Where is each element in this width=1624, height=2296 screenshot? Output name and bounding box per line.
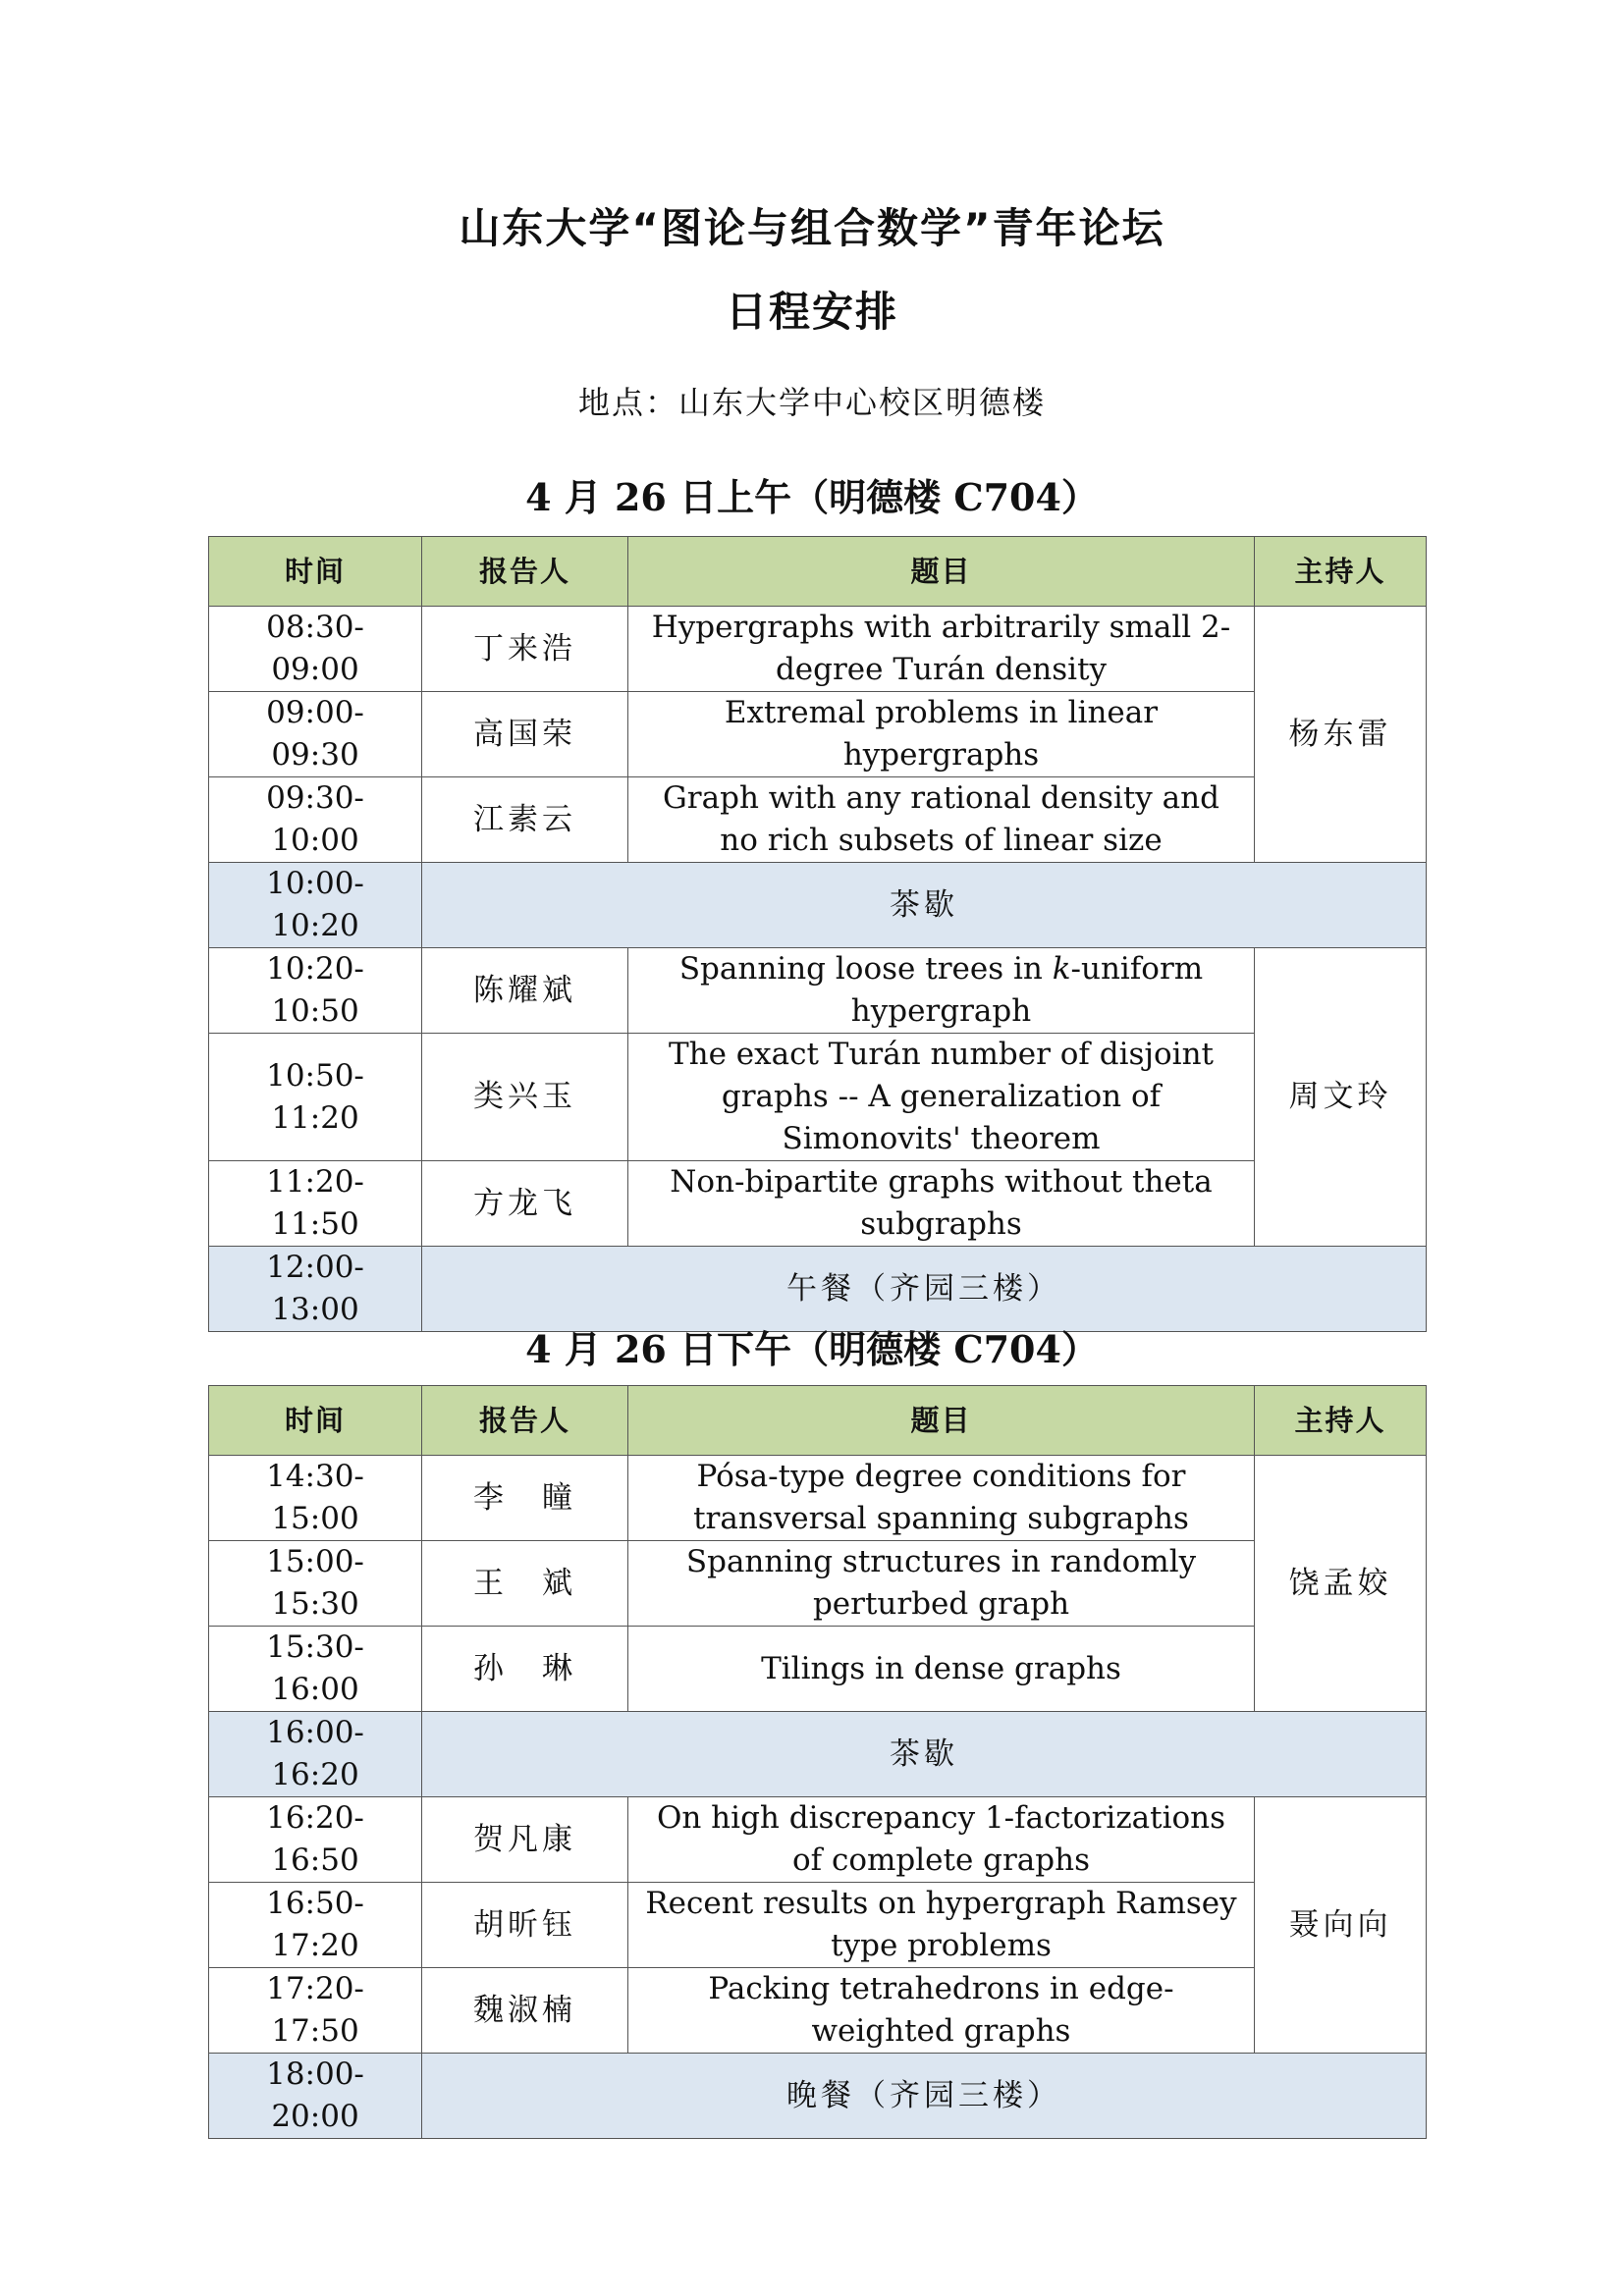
session-host: 周文玲 xyxy=(1255,948,1427,1247)
talk-time: 17:20-17:50 xyxy=(209,1968,422,2054)
talk-title: Non-bipartite graphs without theta subgraphs xyxy=(628,1161,1255,1247)
talk-speaker: 李 瞳 xyxy=(422,1456,628,1541)
table-row xyxy=(209,777,1427,863)
table-row xyxy=(209,1541,1427,1627)
column-header-host: 主持人 xyxy=(1255,1386,1427,1456)
morning-session-heading: 4 月 26 日上午（明德楼 C704） xyxy=(525,475,1099,519)
break-row xyxy=(209,1712,1427,1797)
break-time: 16:00-16:20 xyxy=(209,1712,422,1797)
table-row xyxy=(209,1797,1427,1883)
talk-title: Tilings in dense graphs xyxy=(628,1627,1255,1712)
talk-title-part: -uniform hypergraph xyxy=(850,951,1204,1029)
table-header-row xyxy=(209,537,1427,607)
talk-title-part: Spanning loose trees in xyxy=(678,951,1053,987)
talk-time: 15:00-15:30 xyxy=(209,1541,422,1627)
talk-time: 10:50-11:20 xyxy=(209,1034,422,1161)
talk-speaker: 贺凡康 xyxy=(422,1797,628,1883)
talk-time: 10:20-10:50 xyxy=(209,948,422,1034)
talk-title: Spanning structures in randomly perturbed graph xyxy=(628,1541,1255,1627)
page-subtitle: 日程安排 xyxy=(725,288,898,336)
table-row xyxy=(209,948,1427,1034)
venue-line: 地点：山东大学中心校区明德楼 xyxy=(577,384,1046,421)
talk-time: 16:50-17:20 xyxy=(209,1883,422,1968)
talk-speaker: 高国荣 xyxy=(422,692,628,777)
talk-title xyxy=(628,948,1255,1034)
break-label: 晚餐（齐园三楼） xyxy=(422,2054,1427,2139)
column-header-host: 主持人 xyxy=(1255,537,1427,607)
table-row xyxy=(209,1034,1427,1161)
table-row xyxy=(209,1456,1427,1541)
table-row xyxy=(209,1968,1427,2054)
column-header-speaker: 报告人 xyxy=(422,537,628,607)
table-row xyxy=(209,1161,1427,1247)
talk-speaker: 丁来浩 xyxy=(422,607,628,692)
talk-time: 14:30-15:00 xyxy=(209,1456,422,1541)
talk-time: 11:20-11:50 xyxy=(209,1161,422,1247)
talk-time: 08:30-09:00 xyxy=(209,607,422,692)
talk-speaker: 方龙飞 xyxy=(422,1161,628,1247)
afternoon-schedule-table xyxy=(208,1385,1427,2139)
talk-title-variable: k xyxy=(1052,951,1071,987)
table-header-row xyxy=(209,1386,1427,1456)
column-header-speaker: 报告人 xyxy=(422,1386,628,1456)
talk-title: Extremal problems in linear hypergraphs xyxy=(628,692,1255,777)
session-host: 杨东雷 xyxy=(1255,607,1427,863)
morning-schedule-table xyxy=(208,536,1427,1332)
column-header-time: 时间 xyxy=(209,1386,422,1456)
afternoon-session-heading: 4 月 26 日下午（明德楼 C704） xyxy=(525,1327,1099,1371)
page-title: 山东大学“图论与组合数学”青年论坛 xyxy=(459,204,1165,252)
talk-speaker: 孙 琳 xyxy=(422,1627,628,1712)
talk-title: Recent results on hypergraph Ramsey type problems xyxy=(628,1883,1255,1968)
break-row xyxy=(209,863,1427,948)
break-time: 12:00-13:00 xyxy=(209,1247,422,1332)
talk-speaker: 类兴玉 xyxy=(422,1034,628,1161)
break-label: 午餐（齐园三楼） xyxy=(422,1247,1427,1332)
talk-speaker: 江素云 xyxy=(422,777,628,863)
column-header-time: 时间 xyxy=(209,537,422,607)
talk-title: The exact Turán number of disjoint graphs -- A generalization of Simonovits' theorem xyxy=(628,1034,1255,1161)
session-host: 聂向向 xyxy=(1255,1797,1427,2054)
talk-speaker: 胡昕钰 xyxy=(422,1883,628,1968)
break-time: 10:00-10:20 xyxy=(209,863,422,948)
break-time: 18:00-20:00 xyxy=(209,2054,422,2139)
talk-speaker: 魏淑楠 xyxy=(422,1968,628,2054)
talk-title: On high discrepancy 1-factorizations of complete graphs xyxy=(628,1797,1255,1883)
break-row xyxy=(209,2054,1427,2139)
column-header-title: 题目 xyxy=(628,537,1255,607)
talk-time: 16:20-16:50 xyxy=(209,1797,422,1883)
talk-speaker: 陈耀斌 xyxy=(422,948,628,1034)
session-host: 饶孟姣 xyxy=(1255,1456,1427,1712)
column-header-title: 题目 xyxy=(628,1386,1255,1456)
table-row xyxy=(209,1627,1427,1712)
talk-title: Hypergraphs with arbitrarily small 2-degree Turán density xyxy=(628,607,1255,692)
table-row xyxy=(209,607,1427,692)
talk-time: 09:00-09:30 xyxy=(209,692,422,777)
break-label: 茶歇 xyxy=(422,1712,1427,1797)
talk-title: Graph with any rational density and no rich subsets of linear size xyxy=(628,777,1255,863)
talk-title: Pósa-type degree conditions for transversal spanning subgraphs xyxy=(628,1456,1255,1541)
talk-time: 09:30-10:00 xyxy=(209,777,422,863)
break-label: 茶歇 xyxy=(422,863,1427,948)
talk-time: 15:30-16:00 xyxy=(209,1627,422,1712)
table-row xyxy=(209,692,1427,777)
table-row xyxy=(209,1883,1427,1968)
talk-title: Packing tetrahedrons in edge-weighted graphs xyxy=(628,1968,1255,2054)
talk-speaker: 王 斌 xyxy=(422,1541,628,1627)
